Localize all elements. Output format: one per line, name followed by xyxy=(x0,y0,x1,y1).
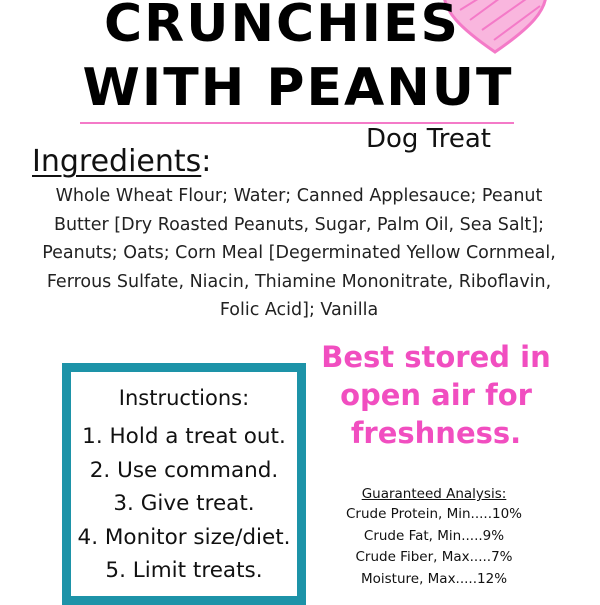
analysis-title: Guaranteed Analysis: xyxy=(361,486,507,502)
ingredients-heading xyxy=(32,144,211,179)
instruction-step: 3. Give treat. xyxy=(113,491,255,516)
instruction-step: 2. Use command. xyxy=(89,457,279,483)
instruction-step: 5. Limit treats. xyxy=(105,558,263,583)
instruction-step: 4. Monitor size/diet. xyxy=(77,524,291,550)
analysis-row: Moisture, Max.....12% xyxy=(360,570,508,587)
analysis-row: Crude Fiber, Max.....7% xyxy=(355,549,513,565)
instruction-step: 1. Hold a treat out. xyxy=(82,424,286,449)
storage-note: Best stored in open air for freshness. xyxy=(321,340,551,450)
analysis-row: Crude Protein, Min.....10% xyxy=(345,506,523,522)
ingredients-list: Whole Wheat Flour; Water; Canned Applesauce; Peanut Butter [Dry Roasted Peanuts, Sugar, Palm Oil, Sea Salt]; Peanuts; Oats; Corn Meal [Degerminated Yellow Cornmeal, Ferrous Sulfate, Niacin, Thiamine Mononitrate, Riboflavin, Folic Acid]; Vanilla xyxy=(42,186,556,320)
instructions-title: Instructions: xyxy=(118,386,250,410)
guaranteed-analysis xyxy=(334,484,534,590)
analysis-row: Crude Fat, Min.....9% xyxy=(363,527,505,544)
instructions-box xyxy=(62,363,306,605)
product-title-line2: WITH PEANUT xyxy=(82,58,514,118)
product-title-line1: CRUNCHIES xyxy=(104,0,460,54)
instructions-steps xyxy=(61,420,307,588)
product-subtitle: Dog Treat xyxy=(366,124,491,154)
ingredients-heading-colon: : xyxy=(201,144,212,179)
ingredients-heading-label: Ingredients xyxy=(32,144,202,179)
